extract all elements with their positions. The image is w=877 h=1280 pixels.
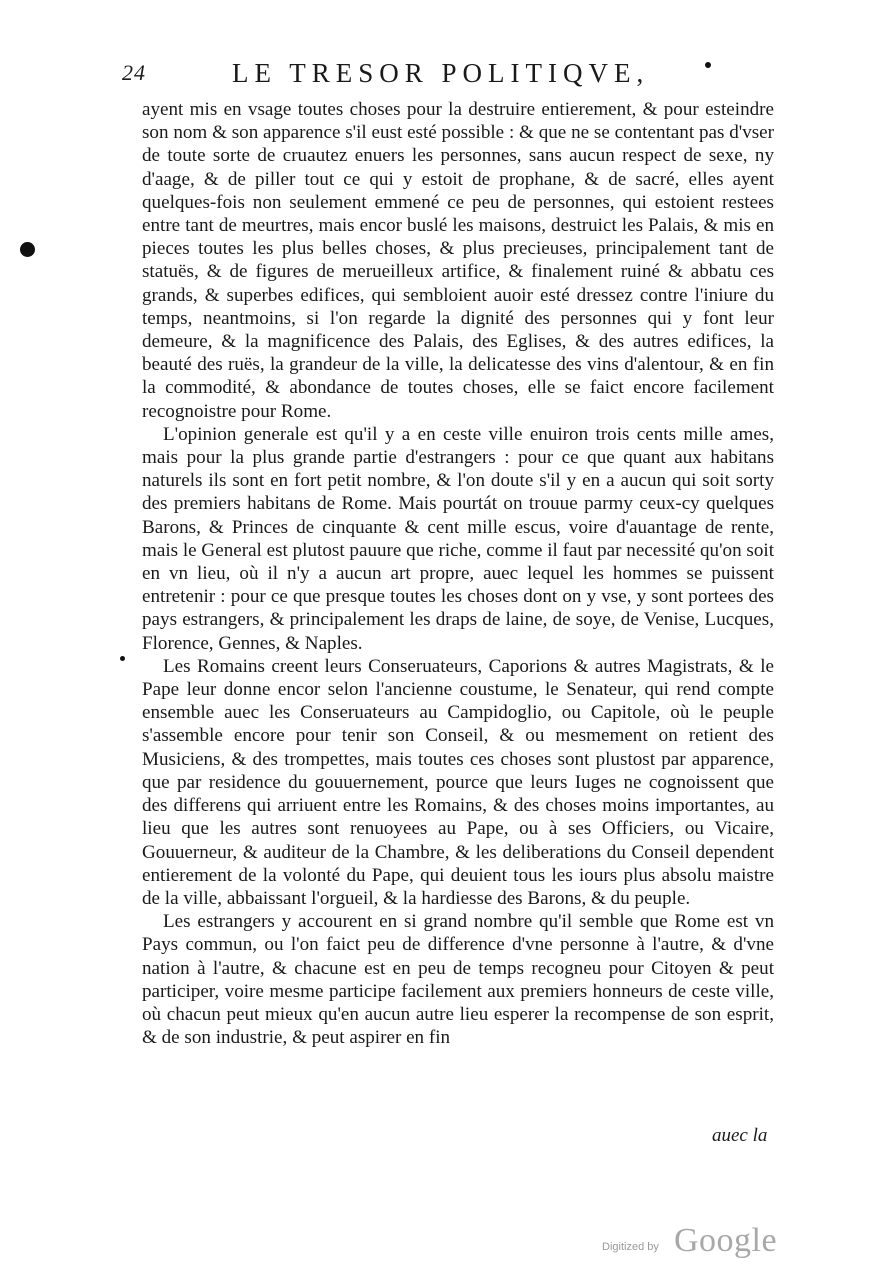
paragraph-4: Les estrangers y accourent en si grand nombre qu'il semble que Rome est vn Pays commun, ou l'on faict peu de difference d'vne personne à l'autre, & d'vne nation à l'autre, & chacune est en peu de temps recogneu pour Citoyen & peut participer, voire mesme participe facilement aux premiers honneurs de ceste ville, où chacun peut mieux qu'en aucun autre lieu esperer la recompense de son esprit, & de son industrie, & peut aspirer en fin <box>142 911 774 1049</box>
ink-spot-icon <box>20 242 35 257</box>
ink-spot-icon <box>705 62 711 68</box>
paragraph-3: Les Romains creent leurs Conseruateurs, Caporions & autres Magistrats, & le Pape leur donne encor selon l'ancienne coustume, le Senateur, qui rend compte ensemble auec les Conseruateurs au Campidoglio, ou Capitole, où le peuple s'assemble encore pour tenir son Conseil, & ou mesmement on retient des Musiciens, & des trompettes, mais toutes ces choses sont plustost par apparence, que par residence du gouuernement, pource que leurs Iuges ne cognoissent que des differens qui arriuent entre les Romains, & des choses moins importantes, au lieu que les autres sont renuoyees au Pape, ou à ses Officiers, ou Vicaire, Gouuerneur, & auditeur de la Chambre, & les deliberations du Conseil dependent entierement de la volonté du Pape, qui deuient tous les iours plus absolu maistre de la ville, abbaissant l'orgueil, & la hardiesse des Barons, & du peuple. <box>142 655 774 909</box>
digitized-by-label: Digitized by <box>602 1241 659 1253</box>
running-head: LE TRESOR POLITIQVE, <box>232 58 650 88</box>
body-text <box>142 98 774 1049</box>
ink-spot-icon <box>120 656 125 661</box>
paragraph-2: L'opinion generale est qu'il y a en ceste ville enuiron trois cents mille ames, mais pour la plus grande partie d'estrangers : pour ce que quant aux habitans naturels ils sont en fort petit nombre, & l'on doute s'il y en a aucun qui soit sorty des premiers habitans de Rome. Mais pourtát on trouue parmy ceux-cy quelques Barons, & Princes de cinquante & cent mille escus, voire d'auantage de rente, mais le General est plutost pauure que riche, comme il faut par necessité qu'on soit en vn lieu, où il n'y a aucun art propre, auec lequel les hommes se puissent entretenir : pour ce que presque toutes les choses dont on y vse, y sont portees des pays estrangers, & principalement les draps de laine, de soye, de Venise, Lucques, Florence, Gennes, & Naples. <box>142 423 774 654</box>
paragraph-1: ayent mis en vsage toutes choses pour la destruire entierement, & pour esteindre son nom & son apparence s'il eust esté possible : & que ne se contentant pas d'vser de toute sorte de cruautez enuers les personnes, sans aucun respect de sexe, ny d'aage, & de piller tout ce qui y estoit de prophane, & de sacré, elles ayent quelques-fois non seulement emmené ce peu de personnes, qui estoient restees entre tant de meurtres, mais encor buslé les maisons, destruict les Palais, & mis en pieces toutes les plus belles choses, & plus precieuses, principalement tant de statuës, & de figures de merueilleux artifice, & finalement ruiné & abbatu ces grands, & superbes edifices, qui sembloient auoir esté dressez contre l'iniure du temps, neantmoins, si l'on regarde la dignité des personnes qui y font leur demeure, & la magnificence des Palais, des Eglises, & des autres edifices, la beauté des ruës, la grandeur de la ville, la delicatesse des vins d'alentour, & en fin la commodité, & abondance de toutes choses, elle se faict encore facilement recognoistre pour Rome. <box>142 99 774 422</box>
google-watermark <box>602 1222 842 1262</box>
page-number: 24 <box>122 60 146 85</box>
google-logo: Google <box>674 1222 778 1259</box>
catchword: auec la <box>712 1125 768 1146</box>
page-header <box>122 60 712 96</box>
